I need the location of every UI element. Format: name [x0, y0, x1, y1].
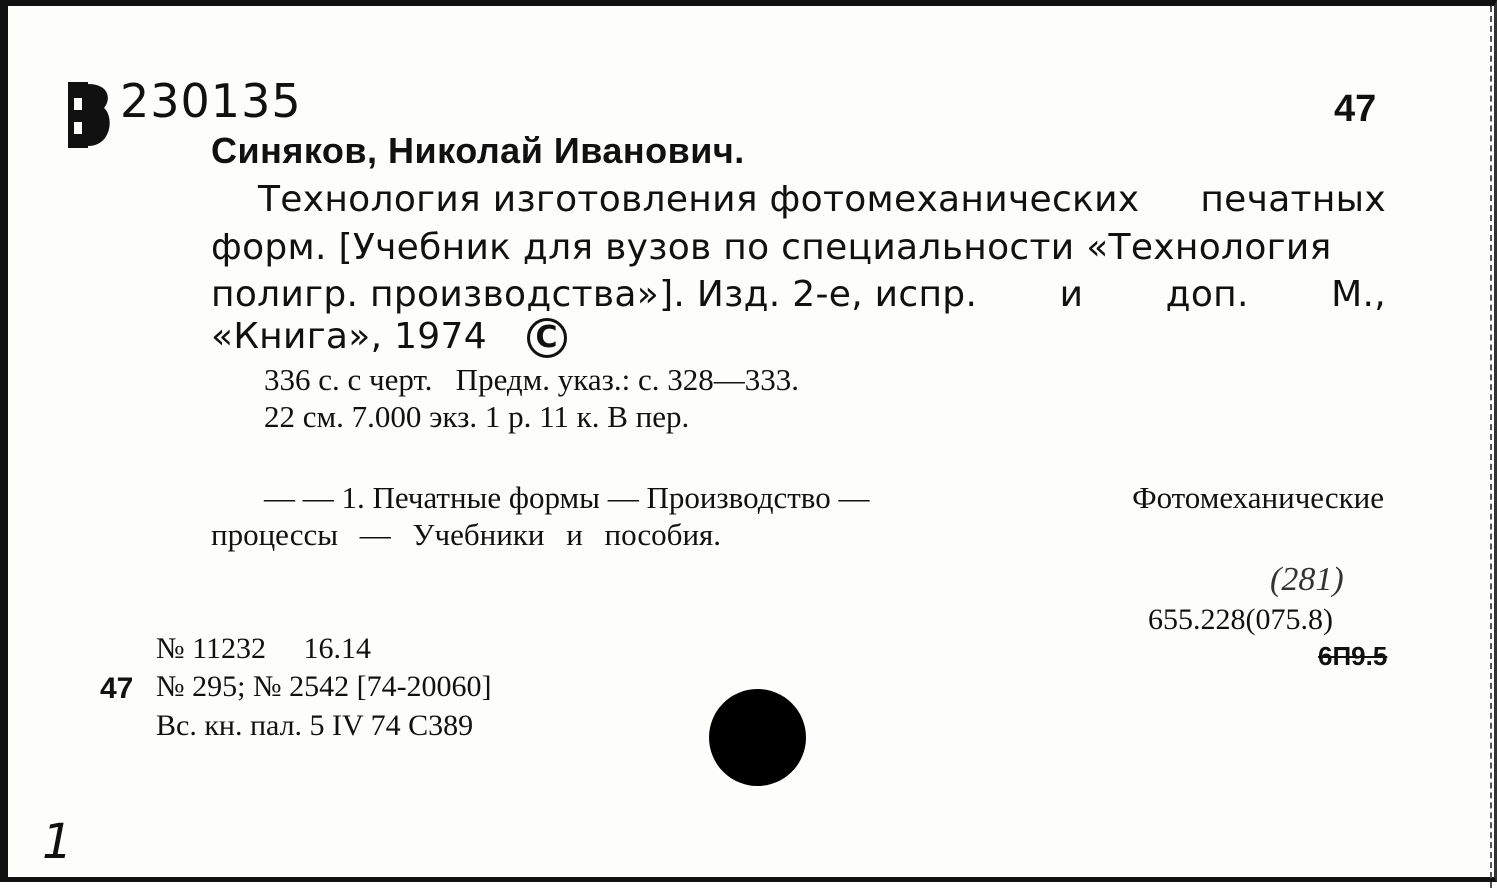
physical-description-1: 336 с. с черт. Предм. указ.: с. 328—333.	[264, 362, 800, 397]
copyright-icon: C	[527, 318, 567, 358]
shelf-mark: 47	[1334, 88, 1377, 130]
title-line-3-c: доп.	[1165, 274, 1249, 315]
subject-line-1-right: Фотомеханические	[1132, 480, 1384, 515]
record-number-2: № 295; № 2542 [74-20060]	[156, 670, 492, 703]
punch-hole	[709, 689, 806, 786]
title-line-3-a: полигр. производства»]. Изд. 2-е, испр.	[211, 274, 978, 315]
record-number-3: Вс. кн. пал. 5 IV 74 С389	[156, 709, 474, 742]
publisher-year: «Книга», 1974	[211, 316, 487, 357]
record-number-1: № 11232 16.14	[156, 632, 372, 665]
title-line-3-d: М.,	[1331, 274, 1386, 315]
title-line-2: форм. [Учебник для вузов по специальности «Технология	[211, 227, 1332, 268]
call-number: 230135	[120, 74, 302, 128]
title-line-3-b: и	[1059, 274, 1084, 315]
subject-line-1	[264, 480, 1384, 516]
title-line-3	[211, 274, 1386, 315]
library-stamp-mark	[64, 76, 116, 152]
handwritten-note: (281)	[1270, 561, 1344, 598]
title-line-1-right: печатных	[1200, 179, 1386, 220]
physical-description-2: 22 см. 7.000 экз. 1 р. 11 к. В пер.	[264, 399, 690, 434]
title-line-1	[258, 179, 1386, 220]
corner-mark: 1	[42, 814, 73, 870]
udc-classification: 655.228(075.8)	[1148, 603, 1333, 636]
author-heading: Синяков, Николай Иванович.	[211, 130, 745, 171]
bbk-classification: 6П9.5	[1318, 641, 1388, 671]
subject-line-2: процессы — Учебники и пособия.	[211, 517, 722, 552]
title-line-1-left: Технология изготовления фотомеханических	[258, 179, 1140, 220]
record-number-2-prefix: 47	[100, 672, 134, 705]
card-edge	[1490, 6, 1492, 888]
subject-line-1-left: — — 1. Печатные формы — Производство —	[264, 480, 870, 515]
title-line-4	[211, 316, 567, 358]
